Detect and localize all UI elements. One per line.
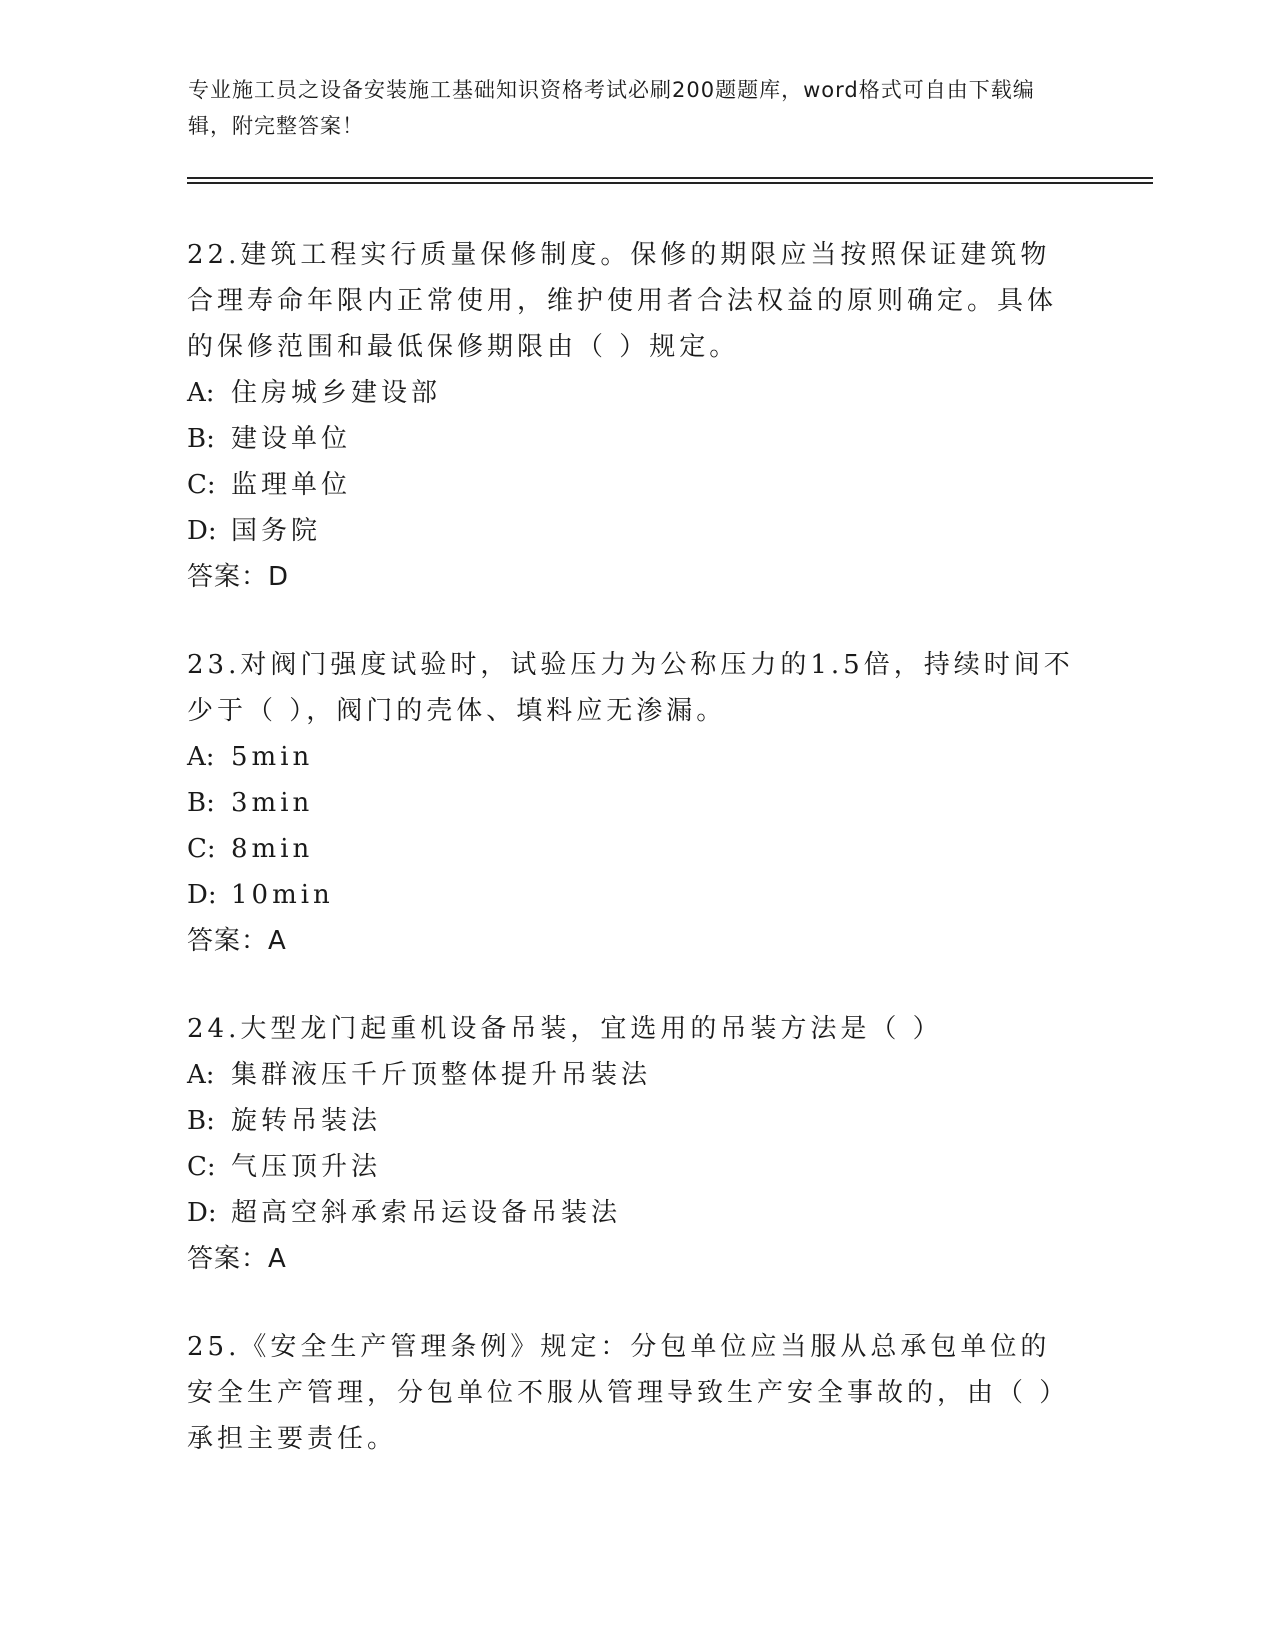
question-stem: 25.《安全生产管理条例》规定：分包单位应当服从总承包单位的安全生产管理，分包单位不服从管理导致生产安全事故的，由（ ）承担主要责任。 [187,1332,1070,1454]
question-stem: 23.对阀门强度试验时，试验压力为公称压力的1.5倍，持续时间不少于（ ），阀门的壳体、填料应无渗漏。 [187,650,1074,726]
option-letter: C: [187,834,216,864]
option-text: 气压顶升法 [231,1152,382,1182]
option-text: 3min [231,788,314,818]
option-letter: C: [187,470,216,500]
option-letter: B: [187,1106,215,1136]
question-25 [187,1324,1077,1462]
option-letter: D: [187,880,217,910]
option-d [187,508,1077,554]
option-d [187,1190,1077,1236]
document-header: 专业施工员之设备安装施工基础知识资格考试必刷200题题库，word格式可自由下载编辑，附完整答案！ [188,78,1035,138]
option-text: 建设单位 [231,424,352,454]
option-b [187,1098,1077,1144]
answer-line: 答案：A [187,926,287,956]
option-c [187,1144,1077,1190]
option-letter: A: [187,1060,215,1090]
option-letter: C: [187,1152,216,1182]
option-letter: B: [187,424,215,454]
option-text: 住房城乡建设部 [231,378,442,408]
option-text: 监理单位 [231,470,352,500]
option-d [187,872,1077,918]
option-letter: A: [187,378,215,408]
header-divider-top [187,177,1153,179]
option-text: 旋转吊装法 [231,1106,382,1136]
header-divider-bottom [187,182,1153,184]
option-text: 集群液压千斤顶整体提升吊装法 [231,1060,652,1090]
question-stem: 24.大型龙门起重机设备吊装，宜选用的吊装方法是（ ） [187,1014,943,1044]
option-c [187,462,1077,508]
question-24 [187,1006,1077,1282]
answer-line: 答案：D [187,562,290,592]
option-b [187,780,1077,826]
option-b [187,416,1077,462]
question-22 [187,232,1077,600]
option-a [187,734,1077,780]
option-text: 5min [231,742,314,772]
question-stem: 22.建筑工程实行质量保修制度。保修的期限应当按照保证建筑物合理寿命年限内正常使用，维护使用者合法权益的原则确定。具体的保修范围和最低保修期限由（ ）规定。 [187,240,1058,362]
option-a [187,370,1077,416]
option-letter: D: [187,1198,217,1228]
option-c [187,826,1077,872]
option-letter: B: [187,788,215,818]
option-text: 国务院 [231,516,322,546]
option-a [187,1052,1077,1098]
option-letter: D: [187,516,217,546]
answer-line: 答案：A [187,1244,287,1274]
option-letter: A: [187,742,215,772]
question-23 [187,642,1077,964]
option-text: 10min [231,880,334,910]
option-text: 超高空斜承索吊运设备吊装法 [231,1198,622,1228]
option-text: 8min [231,834,314,864]
